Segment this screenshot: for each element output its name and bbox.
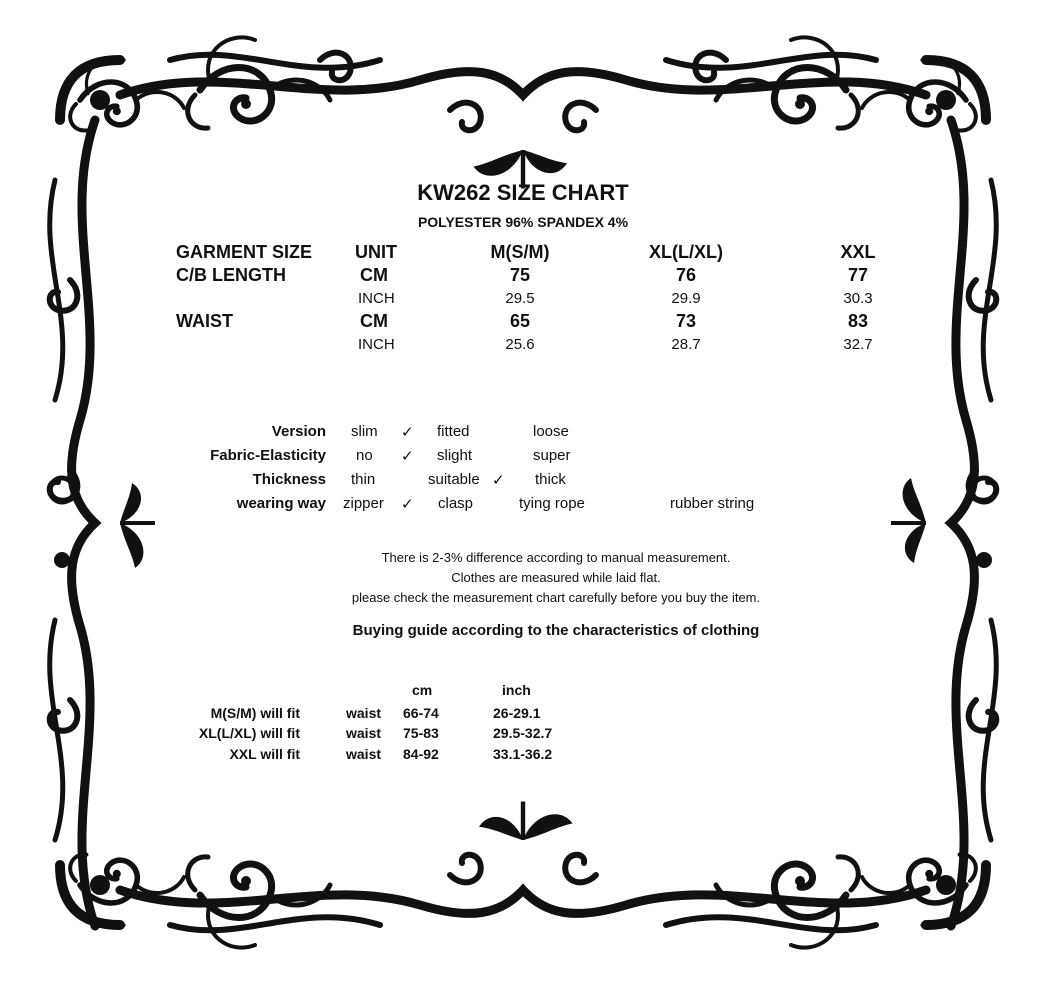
attr-label-fabric-elasticity: Fabric-Elasticity (210, 447, 326, 464)
guide-row-label: XL(L/XL) will fit (198, 725, 300, 741)
guide-row-inch: 26-29.1 (493, 705, 541, 721)
attr-option: thin (351, 471, 376, 488)
header-size-xl: XL(L/XL) (649, 242, 723, 262)
table-cell: 29.5 (505, 290, 535, 307)
attr-option: slim (351, 423, 378, 440)
checkmark-icon: ✓ (401, 448, 414, 465)
guide-row-cm: 84-92 (403, 746, 439, 762)
attr-option: loose (533, 423, 569, 440)
page-title: KW262 SIZE CHART (417, 180, 629, 205)
attr-option: fitted (437, 423, 470, 440)
header-unit: UNIT (355, 242, 397, 262)
table-cell: 32.7 (843, 336, 873, 353)
guide-row-label: M(S/M) will fit (210, 705, 300, 721)
attr-option: tying rope (519, 495, 585, 512)
header-size-m: M(S/M) (490, 242, 550, 262)
guide-row-inch: 33.1-36.2 (493, 746, 553, 762)
row-label-cb-length: C/B LENGTH (176, 265, 286, 285)
buying-guide-title: Buying guide according to the characteristics of clothing (352, 622, 760, 639)
row-unit: CM (360, 311, 388, 331)
row-unit: CM (360, 265, 388, 285)
attr-label-version: Version (271, 423, 326, 440)
guide-row-inch: 29.5-32.7 (493, 725, 553, 741)
checkmark-icon: ✓ (492, 472, 505, 489)
attr-label-thickness: Thickness (252, 471, 326, 488)
table-cell: 73 (675, 311, 697, 331)
table-cell: 25.6 (505, 336, 535, 353)
guide-row-part: waist (346, 725, 382, 741)
guide-row-part: waist (346, 746, 382, 762)
note-line: There is 2-3% difference according to manual measurement. (381, 550, 731, 565)
note-line: Clothes are measured while laid flat. (451, 570, 661, 585)
checkmark-icon: ✓ (401, 496, 414, 513)
guide-row-label: XXL will fit (229, 746, 300, 762)
attr-option: slight (437, 447, 473, 464)
attr-label-wearing-way: wearing way (236, 495, 326, 512)
attr-option: zipper (343, 495, 384, 512)
attr-option: rubber string (670, 495, 755, 512)
table-cell: 77 (847, 265, 869, 285)
material-subtitle: POLYESTER 96% SPANDEX 4% (417, 214, 629, 230)
table-cell: 29.9 (671, 290, 701, 307)
attr-option: suitable (428, 471, 480, 488)
table-cell: 30.3 (843, 290, 873, 307)
row-unit: INCH (358, 290, 395, 307)
row-label-waist: WAIST (176, 311, 233, 331)
header-garment-size: GARMENT SIZE (176, 242, 313, 262)
guide-col-cm: cm (412, 682, 433, 698)
guide-row-cm: 75-83 (403, 725, 439, 741)
guide-col-inch: inch (502, 682, 531, 698)
table-cell: 75 (509, 265, 531, 285)
table-cell: 76 (675, 265, 697, 285)
attr-option: no (356, 447, 373, 464)
attr-option: super (533, 447, 571, 464)
table-cell: 65 (509, 311, 531, 331)
row-unit: INCH (358, 336, 395, 353)
table-cell: 28.7 (671, 336, 701, 353)
table-cell: 83 (847, 311, 869, 331)
checkmark-icon: ✓ (401, 424, 414, 441)
guide-row-cm: 66-74 (403, 705, 439, 721)
header-size-xxl: XXL (840, 242, 876, 262)
note-line: please check the measurement chart carefully before you buy the item. (351, 590, 761, 605)
guide-row-part: waist (346, 705, 382, 721)
attr-option: clasp (438, 495, 474, 512)
attr-option: thick (535, 471, 566, 488)
